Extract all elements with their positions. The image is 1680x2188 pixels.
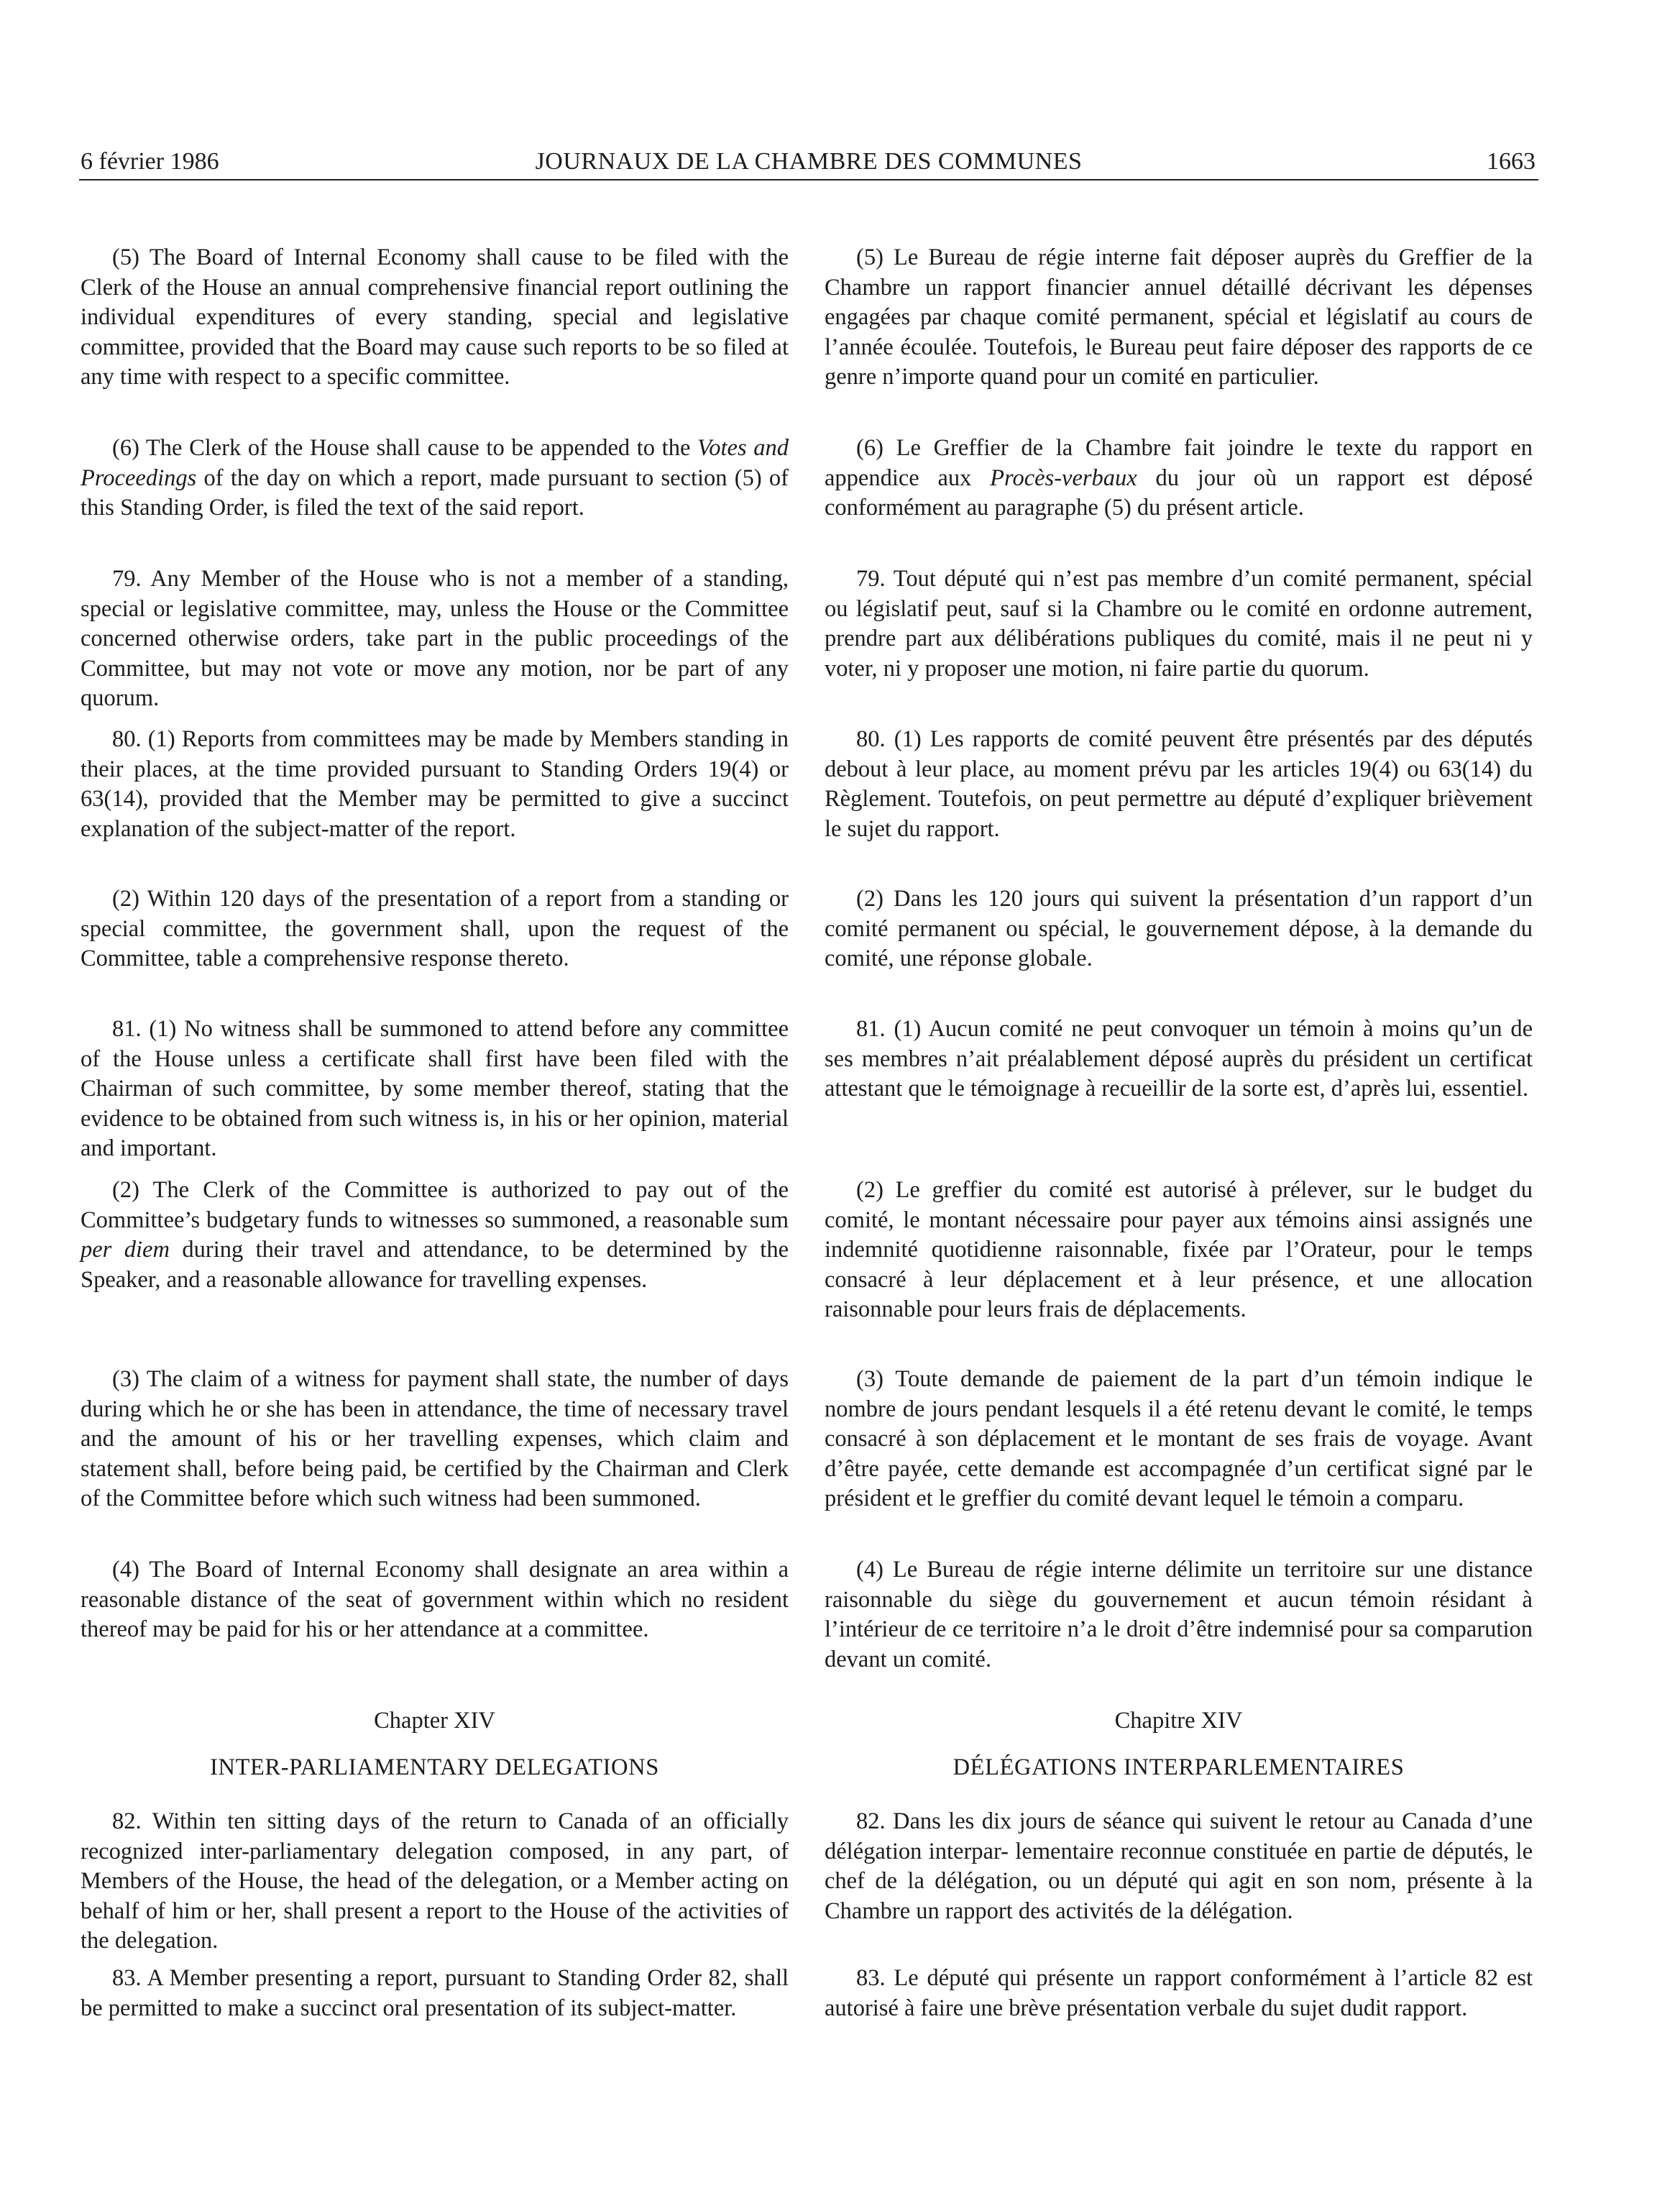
en-italic-per-diem: per diem [81,1237,170,1263]
header-title: JOURNAUX DE LA CHAMBRE DES COMMUNES [535,148,1083,175]
en-paragraph-80-2: (2) Within 120 days of the presentation of a report from a standing or special committee, the government shall, upon the request of the Committee, table a comprehensive response thereto. [81,886,789,971]
fr-paragraph-79: 79. Tout député qui n’est pas membre d’un comité permanent, spécial ou législatif peut, sauf si la Chambre ou le comité en ordonne autrement, prendre part aux délibérations publiques du comité, mais il ne peut ni y voter, ni y proposer une motion, ni faire partie du quorum. [825,566,1533,682]
page-number: 1663 [1487,148,1536,175]
en-chapter-number: Chapter XIV [374,1708,495,1734]
fr-paragraph-80-1: 80. (1) Les rapports de comité peuvent être présentés par des députés debout à leur place, au moment prévu par les articles 19(4) ou 63(14) du Règlement. Toutefois, on peut permettre au député d’expliquer brièvement le sujet du rapport. [825,726,1533,842]
fr-paragraph-81-4: (4) Le Bureau de régie interne délimite un territoire sur une distance raisonnable du siège du gouvernement et aucun témoin résidant à l’intérieur de ce territoire n’a le droit d’être indemnisé pour sa comparution devant un comité. [825,1557,1533,1672]
fr-paragraph-82: 82. Dans les dix jours de séance qui suivent le retour au Canada d’une délégation interpar- lementaire reconnue constituée en partie de députés, le chef de la délégation, ou un député qui agit en son nom, présente à la Chambre un rapport des activités de la délégation. [825,1808,1533,1924]
fr-paragraph-80-2: (2) Dans les 120 jours qui suivent la présentation d’un rapport d’un comité permanent ou spécial, le gouvernement dépose, à la demande du comité, une réponse globale. [825,886,1533,971]
fr-chapter-title: DÉLÉGATIONS INTERPARLEMENTAIRES [953,1754,1405,1780]
fr-chapter-number: Chapitre XIV [1114,1708,1243,1734]
en-paragraph-81-2: (2) The Clerk of the Committee is authorized to pay out of the Committee’s budgetary funds to witnesses so summoned, a reasonable sum per diem during their travel and attendance, to be determined by the Speaker, and a reasonable allowance for travelling expenses. [81,1177,789,1293]
en-chapter-title: INTER-PARLIAMENTARY DELEGATIONS [210,1754,659,1780]
en-paragraph-81-1: 81. (1) No witness shall be summoned to attend before any committee of the House unless a certificate shall first have been filed with the Chairman of such committee, by some member thereof, stating that the evidence to be obtained from such witness is, in his or her opinion, material and important. [81,1016,789,1161]
fr-paragraph-81-1: 81. (1) Aucun comité ne peut convoquer un témoin à moins qu’un de ses membres n’ait préalablement déposé auprès du président un certificat attestant que le témoignage à recueillir de la sorte est, d’après lui, essentiel. [825,1016,1533,1102]
en-paragraph-78-5: (5) The Board of Internal Economy shall cause to be filed with the Clerk of the House an annual comprehensive financial report outlining the individual expenditures of every standing, special and legislative committee, provided that the Board may cause such reports to be so filed at any time with respect to a specific committee. [81,244,789,390]
en-italic-votes-and-proceedings: Votes and Proceedings [81,435,789,491]
en-paragraph-81-3: (3) The claim of a witness for payment shall state, the number of days during which he or she has been in attendance, the time of necessary travel and the amount of his or her travelling expenses, which claim and statement shall, before being paid, be certified by the Chairman and Clerk of the Committee before which such witness had been summoned. [81,1366,789,1511]
page-header [79,146,1538,180]
en-paragraph-81-4: (4) The Board of Internal Economy shall designate an area within a reasonable distance of the seat of government within which no resident thereof may be paid for his or her attendance at a committee. [81,1557,789,1642]
en-paragraph-80-1: 80. (1) Reports from committees may be made by Members standing in their places, at the time provided pursuant to Standing Orders 19(4) or 63(14), provided that the Member may be permitted to give a succinct explanation of the subject-matter of the report. [81,726,789,842]
fr-paragraph-81-2: (2) Le greffier du comité est autorisé à prélever, sur le budget du comité, le montant nécessaire pour payer aux témoins ainsi assignés une indemnité quotidienne raisonnable, fixée par l’Orateur, pour le temps consacré à leur déplacement et à leur présence, et une allocation raisonnable pour leurs frais de déplacements. [825,1177,1533,1322]
fr-paragraph-81-3: (3) Toute demande de paiement de la part d’un témoin indique le nombre de jours pendant lesquels il a été retenu devant le comité, le temps consacré à son déplacement et le montant de ses frais de voyage. Avant d’être payée, cette demande est accompagnée d’un certificat signé par le président et le greffier du comité devant lequel le témoin a comparu. [825,1366,1533,1511]
fr-italic-proces-verbaux: Procès-verbaux [990,464,1137,491]
fr-paragraph-83: 83. Le député qui présente un rapport conformément à l’article 82 est autorisé à faire une brève présentation verbale du sujet dudit rapport. [825,1965,1533,2021]
en-paragraph-83: 83. A Member presenting a report, pursuant to Standing Order 82, shall be permitted to make a succinct oral presentation of its subject-matter. [81,1965,789,2021]
fr-paragraph-78-5: (5) Le Bureau de régie interne fait déposer auprès du Greffier de la Chambre un rapport financier annuel détaillé décrivant les dépenses engagées par chaque comité permanent, spécial et législatif au cours de l’année écoulée. Toutefois, le Bureau peut faire déposer des rapports de ce genre n’importe quand pour un comité en particulier. [825,244,1533,390]
en-paragraph-82: 82. Within ten sitting days of the return to Canada of an officially recognized inter-parliamentary delegation composed, in any part, of Members of the House, the head of the delegation, or a Member acting on behalf of him or her, shall present a report to the House of the activities of the delegation. [81,1808,789,1954]
en-paragraph-79: 79. Any Member of the House who is not a member of a standing, special or legislative committee, may, unless the House or the Committee concerned otherwise orders, take part in the public proceedings of the Committee, but may not vote or move any motion, nor be part of any quorum. [81,566,789,711]
header-date: 6 février 1986 [81,148,219,175]
fr-paragraph-78-6: (6) Le Greffier de la Chambre fait joindre le texte du rapport en appendice aux Procès-verbaux du jour où un rapport est déposé conformément au paragraphe (5) du présent article. [825,435,1533,521]
en-paragraph-78-6: (6) The Clerk of the House shall cause to be appended to the Votes and Proceedings of the day on which a report, made pursuant to section (5) of this Standing Order, is filed the text of the said report. [81,435,789,521]
